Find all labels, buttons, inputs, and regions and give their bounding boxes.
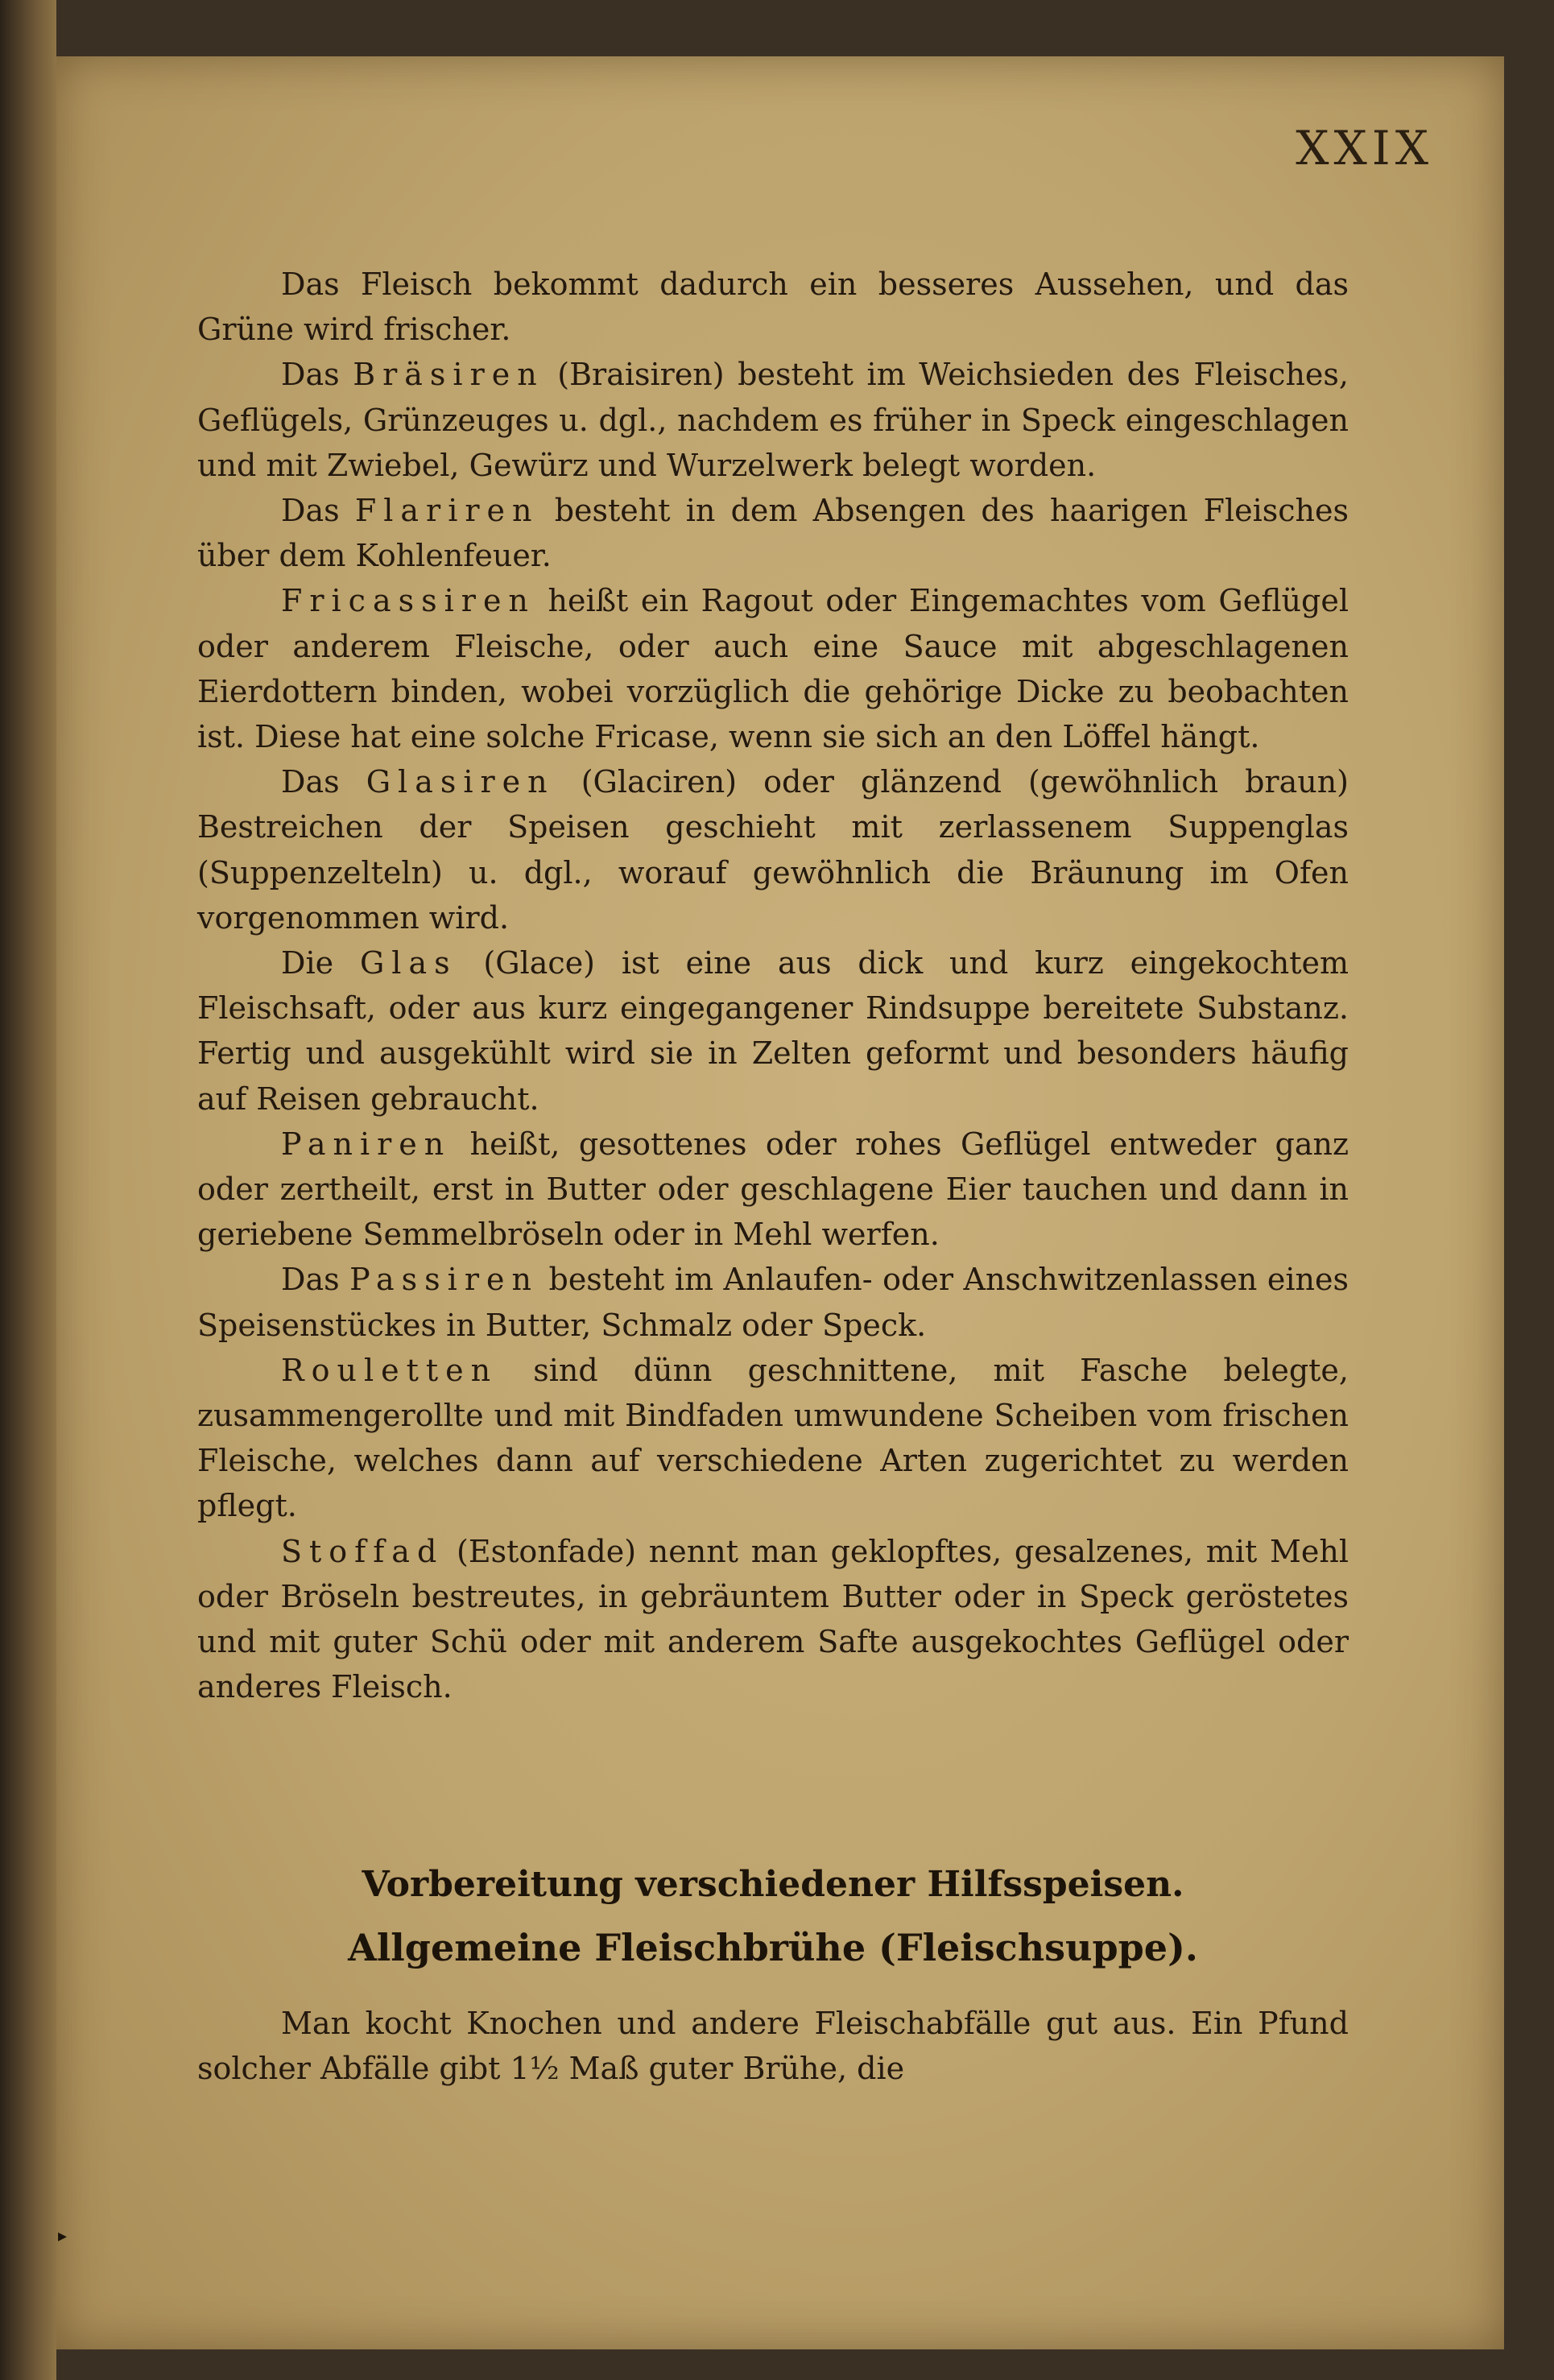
paragraph-lead: Die (281, 945, 360, 981)
term-glas: Glas (359, 945, 457, 981)
paragraph-rouletten (197, 1348, 1349, 1529)
paragraph-glas (197, 940, 1349, 1122)
term-rouletten: Rouletten (281, 1352, 498, 1388)
paragraph-lead: Das (281, 357, 353, 393)
section-text-block (197, 2001, 1349, 2091)
edge-mark: ▸ (58, 2226, 68, 2246)
paragraph-fleischbruhe: Man kocht Knochen und andere Fleischabfälle gut aus. Ein Pfund solcher Abfälle gibt 1½ Maß guter Brühe, die (197, 2006, 1349, 2087)
paragraph-text: (Estonfade) nennt man geklopftes, gesalzenes, mit Mehl oder Bröseln bestreutes, in gebräuntem Butter oder in Speck geröstetes und mit guter Schü oder mit anderem Safte ausgekochtes Geflügel oder anderes Fleisch. (197, 1533, 1349, 1705)
paragraph-glasiren (197, 759, 1349, 940)
paragraph-lead: Das (281, 493, 355, 529)
paragraph-fricassiren (197, 578, 1349, 759)
paragraph-flariren (197, 488, 1349, 578)
paragraph-text: heißt ein Ragout oder Eingemachtes vom Geflügel oder anderem Fleische, oder auch eine Sauce mit abgeschlagenen Eierdottern binden, wobei vorzüglich die gehörige Dicke zu beobachten ist. Diese hat eine solche Fricase, wenn sie sich an den Löffel hängt. (197, 583, 1349, 755)
paragraph-text: sind dünn geschnittene, mit Fasche belegte, zusammengerollte und mit Bindfaden umwundene Scheiben vom frischen Fleische, welches dann auf verschiedene Arten zugerichtet zu werden pflegt. (197, 1352, 1349, 1524)
section-headings (197, 1853, 1349, 1979)
paragraph-text: (Glaciren) oder glänzend (gewöhnlich braun) Bestreichen der Speisen geschieht mit zerlassenem Suppenglas (Suppenzelteln) u. dgl., worauf gewöhnlich die Bräunung im Ofen vorgenommen wird. (197, 764, 1349, 936)
term-stoffad: Stoffad (281, 1533, 444, 1569)
paragraph-lead: Das (281, 764, 366, 800)
section-heading: Vorbereitung verschiedener Hilfsspeisen. (362, 1864, 1184, 1905)
term-brasiren: Bräsiren (353, 357, 544, 393)
paragraph-text: heißt, gesottenes oder rohes Geflügel entweder ganz oder zertheilt, erst in Butter oder geschlagene Eier tauchen und dann in geriebene Semmelbröseln oder in Mehl werfen. (197, 1126, 1349, 1253)
book-gutter (0, 0, 56, 2380)
term-glasiren: Glasiren (366, 764, 555, 800)
term-fricassiren: Fricassiren (281, 583, 535, 619)
paragraph-lead: Das (281, 1262, 350, 1298)
paragraph-text: besteht in dem Absengen des haarigen Fleisches über dem Kohlenfeuer. (197, 493, 1349, 574)
term-flariren: Flariren (354, 493, 539, 529)
paragraph-grune (197, 262, 1349, 352)
paragraph-passiren (197, 1257, 1349, 1347)
page-number: XXIX (1296, 121, 1433, 176)
term-passiren: Passiren (349, 1262, 539, 1298)
paragraph-stoffad (197, 1529, 1349, 1710)
paragraph-brasiren (197, 352, 1349, 488)
term-paniren: Paniren (281, 1126, 452, 1162)
paragraph-text: (Glace) ist eine aus dick und kurz eingekochtem Fleischsaft, oder aus kurz eingegangener Rindsuppe bereitete Substanz. Fertig und ausgekühlt wird sie in Zelten geformt und besonders häufig auf Reisen gebraucht. (197, 945, 1349, 1117)
paragraph-text: (Braisiren) besteht im Weichsieden des Fleisches, Geflügels, Grünzeuges u. dgl., nachdem es früher in Speck eingeschlagen und mit Zwiebel, Gewürz und Wurzelwerk belegt worden. (197, 357, 1349, 483)
main-text-block (197, 262, 1349, 1710)
sub-heading: Allgemeine Fleischbrühe (Fleischsuppe). (348, 1926, 1198, 1969)
paragraph-paniren (197, 1122, 1349, 1258)
paragraph-text: Das Fleisch bekommt dadurch ein besseres Aussehen, und das Grüne wird frischer. (197, 267, 1349, 348)
paragraph-text: besteht im Anlaufen- oder Anschwitzenlassen eines Speisenstückes in Butter, Schmalz oder Speck. (197, 1262, 1349, 1343)
